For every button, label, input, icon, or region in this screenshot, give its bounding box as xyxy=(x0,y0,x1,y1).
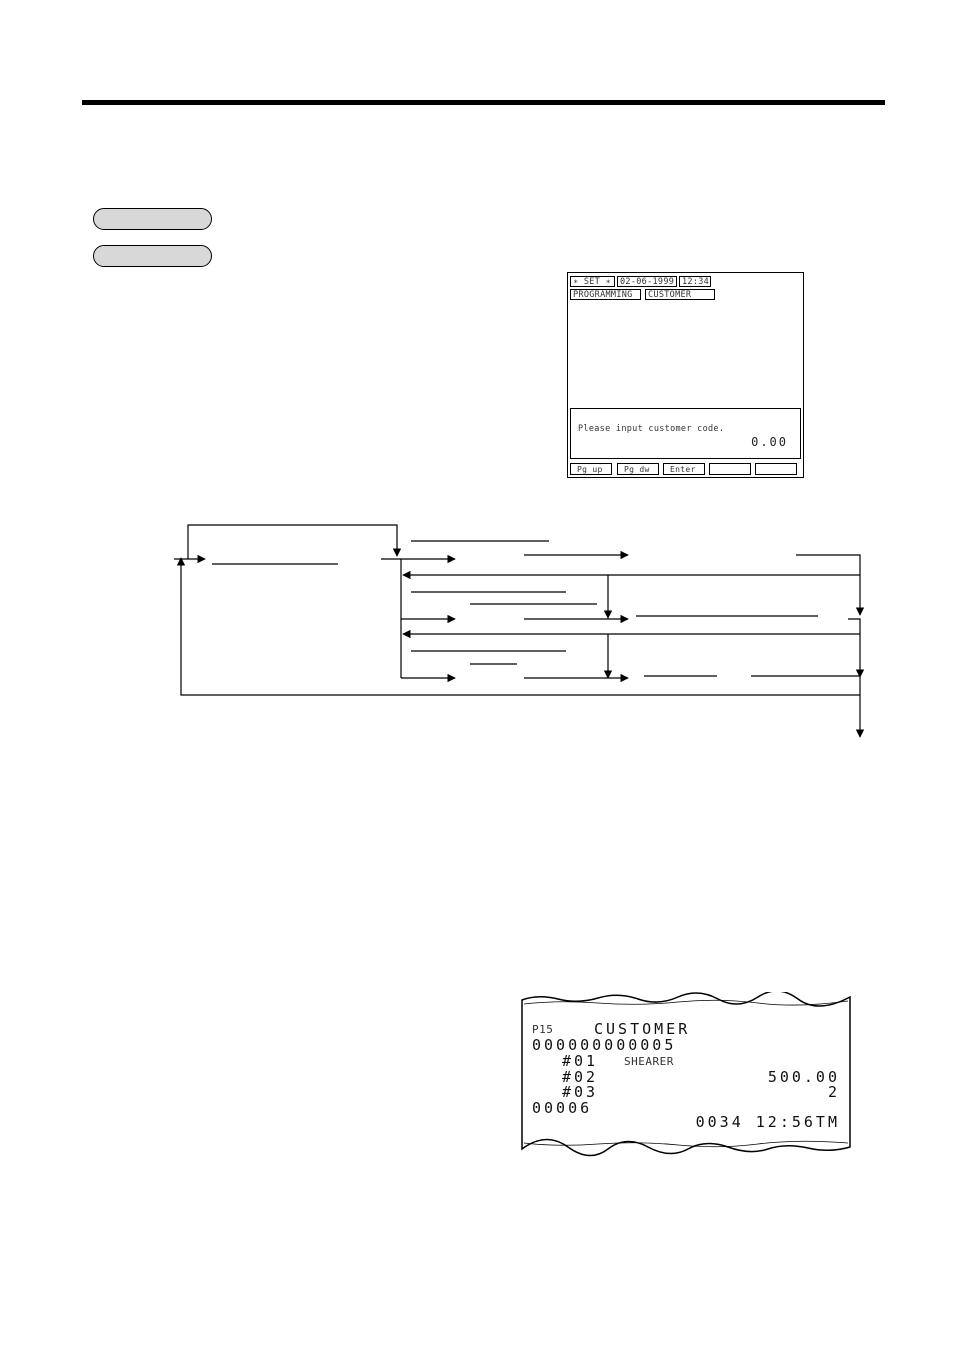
lcd-mode: ∗ SET ∗ xyxy=(570,276,615,287)
receipt-row-label-03: #03 xyxy=(562,1083,599,1101)
receipt-row-value-03: 2 xyxy=(827,1083,840,1101)
receipt-consecutive-no: 00006 xyxy=(532,1099,593,1117)
fkey-enter[interactable]: Enter xyxy=(663,463,705,475)
receipt-customer-code: 000000000005 xyxy=(532,1036,677,1054)
fkey-pg-up[interactable]: Pg up xyxy=(570,463,612,475)
lcd-amount: 0.00 xyxy=(751,435,788,449)
receipt-row-value-02: 500.00 xyxy=(767,1068,840,1086)
lcd-time: 12:34 xyxy=(679,276,711,287)
receipt-title: CUSTOMER xyxy=(594,1020,691,1038)
receipt-program-code: P15 xyxy=(532,1023,554,1036)
receipt-row-label-02: #02 xyxy=(562,1068,599,1086)
receipt-row-value-01: SHEARER xyxy=(624,1055,674,1068)
receipt-footer: 0034 12:56TM xyxy=(695,1113,840,1131)
fkey-pg-dw[interactable]: Pg dw xyxy=(617,463,659,475)
lcd-menu: PROGRAMMING xyxy=(570,289,641,300)
receipt-row-label-01: #01 xyxy=(562,1052,599,1070)
lcd-prompt: Please input customer code. xyxy=(578,424,725,434)
lcd-date: 02-06-1999 xyxy=(617,276,677,287)
lcd-submenu: CUSTOMER xyxy=(645,289,715,300)
